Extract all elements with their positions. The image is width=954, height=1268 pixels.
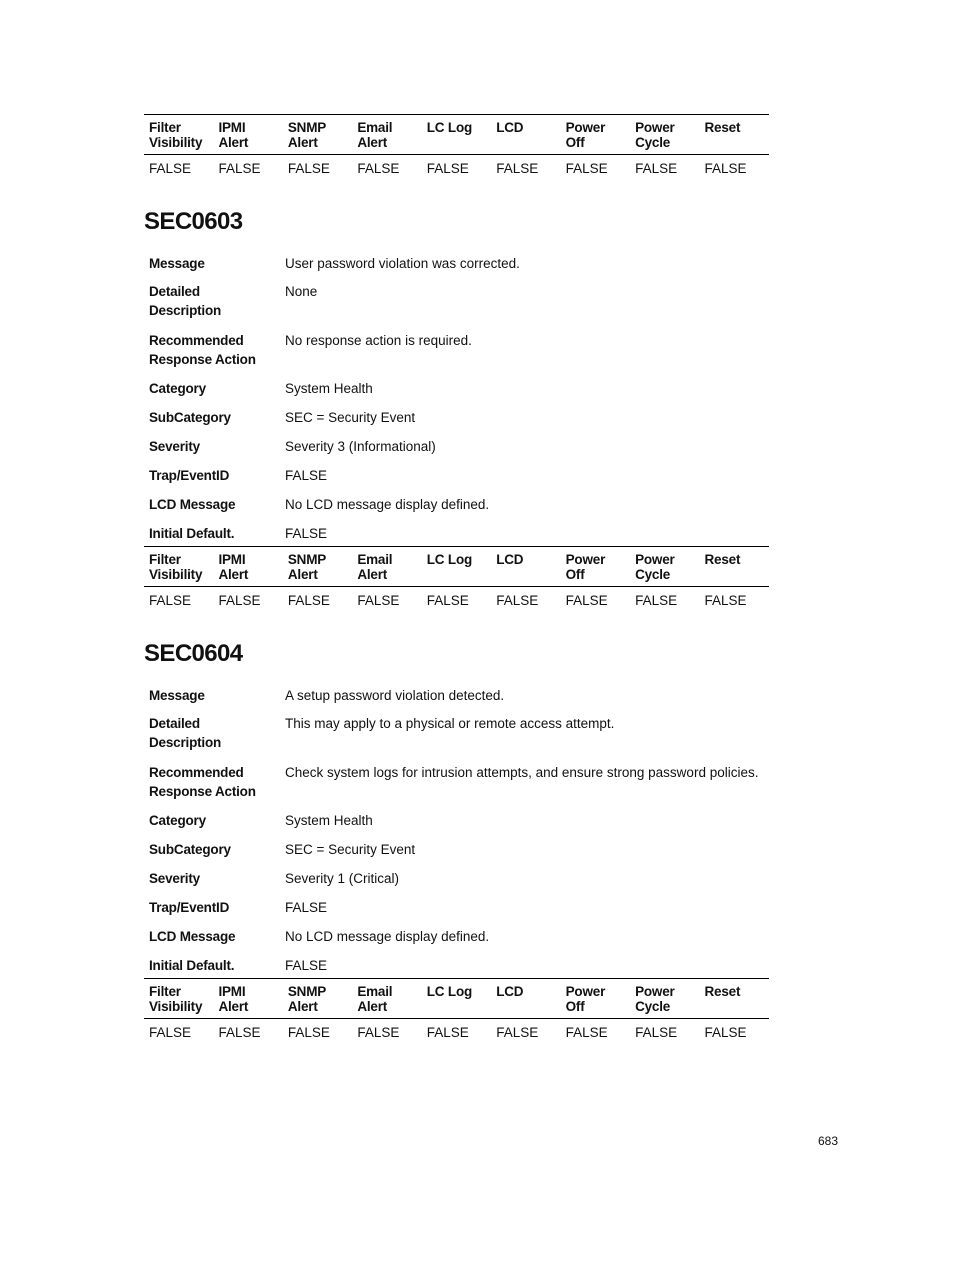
column-header-line: Reset: [704, 552, 741, 567]
column-header-line: Reset: [704, 120, 741, 135]
column-header-line: LCD: [496, 984, 524, 999]
column-header: [700, 979, 770, 1019]
property-value: FALSE: [285, 900, 328, 915]
property-label-line: Category: [149, 813, 206, 828]
column-header-line: Cycle: [635, 135, 671, 150]
column-header: [352, 115, 421, 155]
property-row: [144, 898, 769, 917]
flags-header-row: [144, 115, 769, 155]
column-header: [630, 547, 699, 587]
property-label: [144, 763, 285, 801]
column-header-line: Email: [357, 984, 393, 999]
column-header-line: IPMI Alert: [218, 120, 249, 150]
properties-list: [144, 686, 769, 975]
flags-header-row: [144, 979, 769, 1019]
property-row: [144, 869, 769, 888]
column-header-line: Filter: [149, 984, 181, 999]
property-label-line: Trap/EventID: [149, 900, 230, 915]
column-header: [352, 979, 421, 1019]
property-row: [144, 379, 769, 398]
property-value: SEC = Security Event: [285, 410, 416, 425]
property-value: Severity 1 (Critical): [285, 871, 400, 886]
property-row: [144, 840, 769, 859]
property-value: System Health: [285, 381, 373, 396]
column-header-line: Power Off: [565, 552, 606, 582]
property-row: [144, 331, 769, 369]
flag-value: FALSE: [218, 1025, 261, 1040]
property-label-line: Severity: [149, 871, 200, 886]
flag-value: FALSE: [496, 593, 539, 608]
column-header-line: Power Off: [565, 120, 606, 150]
column-header: [422, 115, 491, 155]
property-row: [144, 763, 769, 801]
column-header: [561, 547, 630, 587]
property-label-line: Description: [149, 735, 222, 750]
column-header: [144, 979, 213, 1019]
column-header-line: Alert: [287, 567, 318, 582]
flag-value: FALSE: [565, 593, 608, 608]
column-header-line: Filter: [149, 120, 181, 135]
column-header: [422, 979, 491, 1019]
section-title: SEC0603: [144, 208, 243, 235]
property-label-line: SubCategory: [149, 842, 231, 857]
property-label-line: LCD Message: [149, 497, 236, 512]
column-header: [700, 547, 770, 587]
column-header-line: Cycle: [635, 999, 671, 1014]
flags-table: [144, 546, 769, 613]
column-header: [491, 979, 560, 1019]
property-label: [144, 714, 285, 752]
flag-value: FALSE: [218, 593, 261, 608]
column-header-line: Visibility: [149, 135, 203, 150]
flag-value: FALSE: [704, 1025, 747, 1040]
flag-value: FALSE: [496, 161, 539, 176]
flag-value: FALSE: [287, 593, 330, 608]
property-label: [144, 927, 285, 946]
flag-value: FALSE: [565, 1025, 608, 1040]
flag-value: FALSE: [704, 593, 747, 608]
property-label-line: LCD Message: [149, 929, 236, 944]
column-header-line: LC Log: [426, 984, 473, 999]
column-header: [213, 115, 282, 155]
column-header-line: LCD: [496, 120, 524, 135]
section-sec0604: [144, 640, 769, 1045]
property-label: [144, 686, 285, 705]
flags-header-row: [144, 547, 769, 587]
page-content: [144, 114, 769, 1045]
column-header: [491, 115, 560, 155]
column-header-line: Alert: [287, 135, 318, 150]
property-label-line: Description: [149, 303, 222, 318]
property-row: [144, 437, 769, 456]
column-header-line: LC Log: [426, 552, 473, 567]
page-number: 683: [818, 1134, 839, 1148]
property-label-line: Initial Default.: [149, 526, 235, 541]
property-row: [144, 408, 769, 427]
flags-table: [144, 114, 769, 181]
flag-value: FALSE: [357, 1025, 400, 1040]
property-row: [144, 282, 769, 320]
column-header-line: Reset: [704, 984, 741, 999]
column-header: [213, 979, 282, 1019]
column-header-line: Alert: [357, 135, 388, 150]
property-row: [144, 714, 769, 752]
property-label-line: Detailed: [149, 716, 200, 731]
properties-list: [144, 254, 769, 543]
column-header-line: IPMI Alert: [218, 552, 249, 582]
property-value: Check system logs for intrusion attempts, and ensure strong password policies.: [285, 765, 759, 780]
flag-value: FALSE: [635, 161, 678, 176]
flag-value: FALSE: [426, 1025, 469, 1040]
property-label: [144, 408, 285, 427]
column-header: [700, 115, 770, 155]
property-label: [144, 331, 285, 369]
property-label-line: Message: [149, 688, 205, 703]
flag-value: FALSE: [357, 593, 400, 608]
flags-table: [144, 978, 769, 1045]
column-header-line: Visibility: [149, 567, 203, 582]
property-label-line: Trap/EventID: [149, 468, 230, 483]
property-label-line: Category: [149, 381, 206, 396]
column-header-line: Cycle: [635, 567, 671, 582]
property-label: [144, 466, 285, 485]
column-header-line: Power Off: [565, 984, 606, 1014]
flags-value-row: [144, 155, 769, 182]
property-label: [144, 869, 285, 888]
column-header: [630, 979, 699, 1019]
property-label: [144, 811, 285, 830]
property-row: [144, 956, 769, 975]
property-row: [144, 811, 769, 830]
column-header-line: Email: [357, 120, 393, 135]
column-header: [283, 979, 352, 1019]
property-label-line: Recommended: [149, 333, 244, 348]
column-header-line: Filter: [149, 552, 181, 567]
flags-value-row: [144, 1019, 769, 1046]
flag-value: FALSE: [357, 161, 400, 176]
column-header: [630, 115, 699, 155]
property-label-line: Response Action: [149, 352, 256, 367]
column-header: [352, 547, 421, 587]
column-header-line: SNMP: [287, 552, 327, 567]
column-header: [144, 115, 213, 155]
column-header-line: LC Log: [426, 120, 473, 135]
property-label: [144, 379, 285, 398]
column-header-line: Visibility: [149, 999, 203, 1014]
column-header-line: Alert: [287, 999, 318, 1014]
section-sec0603: [144, 208, 769, 613]
property-value: A setup password violation detected.: [285, 688, 505, 703]
flag-value: FALSE: [635, 1025, 678, 1040]
property-label-line: Initial Default.: [149, 958, 235, 973]
property-value: No LCD message display defined.: [285, 497, 490, 512]
property-row: [144, 495, 769, 514]
flag-value: FALSE: [218, 161, 261, 176]
property-label: [144, 956, 285, 975]
property-row: [144, 524, 769, 543]
column-header-line: SNMP: [287, 984, 327, 999]
property-value: This may apply to a physical or remote access attempt.: [285, 716, 615, 731]
flag-value: FALSE: [287, 161, 330, 176]
property-value: No response action is required.: [285, 333, 472, 348]
property-label-line: Detailed: [149, 284, 200, 299]
property-label-line: Response Action: [149, 784, 256, 799]
column-header-line: Power: [635, 984, 675, 999]
column-header: [213, 547, 282, 587]
column-header: [144, 547, 213, 587]
section-title: SEC0604: [144, 640, 243, 667]
flags-value-row: [144, 587, 769, 614]
flag-value: FALSE: [426, 593, 469, 608]
column-header: [561, 979, 630, 1019]
column-header-line: Power: [635, 120, 675, 135]
column-header-line: LCD: [496, 552, 524, 567]
property-value: User password violation was corrected.: [285, 256, 520, 271]
property-row: [144, 686, 769, 705]
column-header-line: SNMP: [287, 120, 327, 135]
property-value: System Health: [285, 813, 373, 828]
column-header: [283, 547, 352, 587]
property-label: [144, 840, 285, 859]
property-value: None: [285, 284, 318, 299]
property-label: [144, 282, 285, 320]
column-header: [283, 115, 352, 155]
flag-value: FALSE: [287, 1025, 330, 1040]
property-value: No LCD message display defined.: [285, 929, 490, 944]
property-row: [144, 927, 769, 946]
property-label: [144, 495, 285, 514]
property-label: [144, 437, 285, 456]
property-label: [144, 898, 285, 917]
column-header-line: Power: [635, 552, 675, 567]
column-header-line: Alert: [357, 999, 388, 1014]
column-header-line: IPMI Alert: [218, 984, 249, 1014]
property-label: [144, 254, 285, 273]
column-header: [422, 547, 491, 587]
column-header-line: Email: [357, 552, 393, 567]
column-header: [561, 115, 630, 155]
flag-value: FALSE: [704, 161, 747, 176]
flag-value: FALSE: [565, 161, 608, 176]
flag-value: FALSE: [496, 1025, 539, 1040]
flag-value: FALSE: [149, 593, 192, 608]
property-value: FALSE: [285, 958, 328, 973]
property-row: [144, 254, 769, 273]
property-value: FALSE: [285, 468, 328, 483]
property-row: [144, 466, 769, 485]
column-header-line: Alert: [357, 567, 388, 582]
flag-value: FALSE: [149, 1025, 192, 1040]
property-label: [144, 524, 285, 543]
column-header: [491, 547, 560, 587]
property-value: Severity 3 (Informational): [285, 439, 436, 454]
flag-value: FALSE: [635, 593, 678, 608]
flag-value: FALSE: [149, 161, 192, 176]
property-label-line: Severity: [149, 439, 200, 454]
property-label-line: SubCategory: [149, 410, 231, 425]
property-label-line: Recommended: [149, 765, 244, 780]
property-label-line: Message: [149, 256, 205, 271]
property-value: FALSE: [285, 526, 328, 541]
flag-value: FALSE: [426, 161, 469, 176]
property-value: SEC = Security Event: [285, 842, 416, 857]
